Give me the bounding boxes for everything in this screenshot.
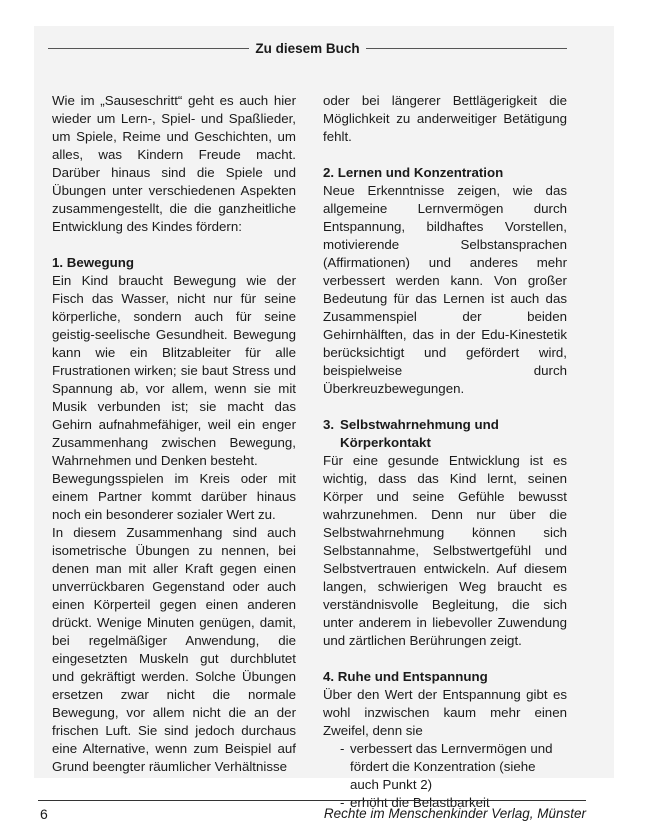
list-dash: -	[340, 795, 345, 810]
header-title: Zu diesem Buch	[255, 40, 360, 56]
bewegung-paragraph-2: Bewegungsspielen im Kreis oder mit einem Partner kommt darüber hinaus noch ein besonderer sozialer Wert zu.	[52, 471, 296, 522]
page-number: 6	[40, 806, 48, 822]
left-column	[52, 92, 296, 776]
list-dash: -	[340, 741, 345, 756]
ruhe-paragraph: Über den Wert der Entspannung gibt es wohl inzwischen kaum mehr einen Zweifel, denn sie	[323, 687, 567, 738]
lernen-paragraph: Neue Erkenntnisse zeigen, wie das allgemeine Lernvermögen durch Entspannung, bildhaftes Vorstellen, motivierende Selbstansprachen (Affirmationen) und anderes mehr verbessert werden kann. Von großer Bedeutung für das Lernen ist auch das Zusammenspiel der beiden Gehirnhälften, das in der Edu-Kinestetik berücksichtigt und gefördert wird, beispielweise durch Überkreuzbewegungen.	[323, 183, 567, 396]
list-item-text: erhöht die Belastbarkeit	[350, 795, 490, 810]
running-header	[48, 38, 567, 58]
continuation-paragraph: oder bei längerer Bettlägerigkeit die Möglichkeit zu anderweitiger Betätigung fehlt.	[323, 93, 567, 144]
header-rule-right	[366, 48, 567, 49]
publisher-note: Rechte im Menschenkinder Verlag, Münster	[323, 806, 586, 821]
section-heading-lernen: 2. Lernen und Konzentration	[323, 165, 504, 180]
intro-paragraph: Wie im „Sauseschritt“ geht es auch hier wieder um Lern-, Spiel- und Spaßlieder, um Spiele, Reime und Geschichten, um alles, was Kindern Freude macht. Darüber hinaus sind die Spiele und Übungen unter verschiedenen Aspekten zusammengestellt, die die ganzheitliche Entwicklung des Kindes fördern:	[52, 93, 296, 234]
section-heading-ruhe: 4. Ruhe und Entspannung	[323, 669, 488, 684]
bewegung-paragraph-3: In diesem Zusammenhang sind auch isometrische Übungen zu nennen, bei denen man mit aller Kraft gegen einen unverrückbaren Gegenstand oder auch einen Körperteil gegen einen anderen drückt. Wenige Minuten genügen, damit, bei regelmäßiger Anwendung, die eingesetzten Muskeln gut durchblutet und gekräftigt werden. Solche Übungen ersetzen zwar nicht die normale Bewegung, vor allem nicht die an der frischen Luft. Sie sind jedoch durchaus eine Alternative, wenn zum Beispiel auf Grund beengter räumlicher Verhältnisse	[52, 525, 296, 774]
section-heading-text: Selbstwahrnehmung und Körperkontakt	[340, 417, 499, 450]
section-number: 3.	[323, 417, 335, 432]
footer-rule	[38, 800, 586, 801]
list-item	[323, 740, 567, 794]
bewegung-paragraph-1: Ein Kind braucht Bewegung wie der Fisch das Wasser, nicht nur für seine körperliche, sondern auch für seine geistig-seelische Gesundheit. Bewegung kann wie ein Blitzableiter für alle Frustrationen wirken; sie baut Stress und Spannung ab, vor allem, wenn sie mit Musik verbunden ist; sie macht das Gehirn aufnahmefähiger, weil ein enger Zusammenhang zwischen Bewegung, Wahrnehmen und Denken besteht.	[52, 273, 296, 468]
list-item-text: verbessert das Lernvermögen und fördert die Konzentration (siehe auch Punkt 2)	[350, 741, 553, 792]
section-heading-selbstwahrnehmung	[323, 416, 567, 452]
section-heading-bewegung: 1. Bewegung	[52, 255, 135, 270]
ruhe-list	[323, 740, 567, 812]
selbstwahrnehmung-paragraph: Für eine gesunde Entwicklung ist es wichtig, dass das Kind lernt, seinen Körper und seine Gefühle bewusst wahrzunehmen. Denn nur über die Selbstwahrnehmung können sich Selbstannahme, Selbstwertgefühl und Selbstvertrauen entwickeln. Auf diesem langen, schwierigen Weg braucht es verständnisvolle Begleitung, die sich unter anderem in liebevoller Zuwendung und zärtlichen Berührungen zeigt.	[323, 453, 567, 648]
right-column	[323, 92, 567, 812]
header-rule-left	[48, 48, 249, 49]
